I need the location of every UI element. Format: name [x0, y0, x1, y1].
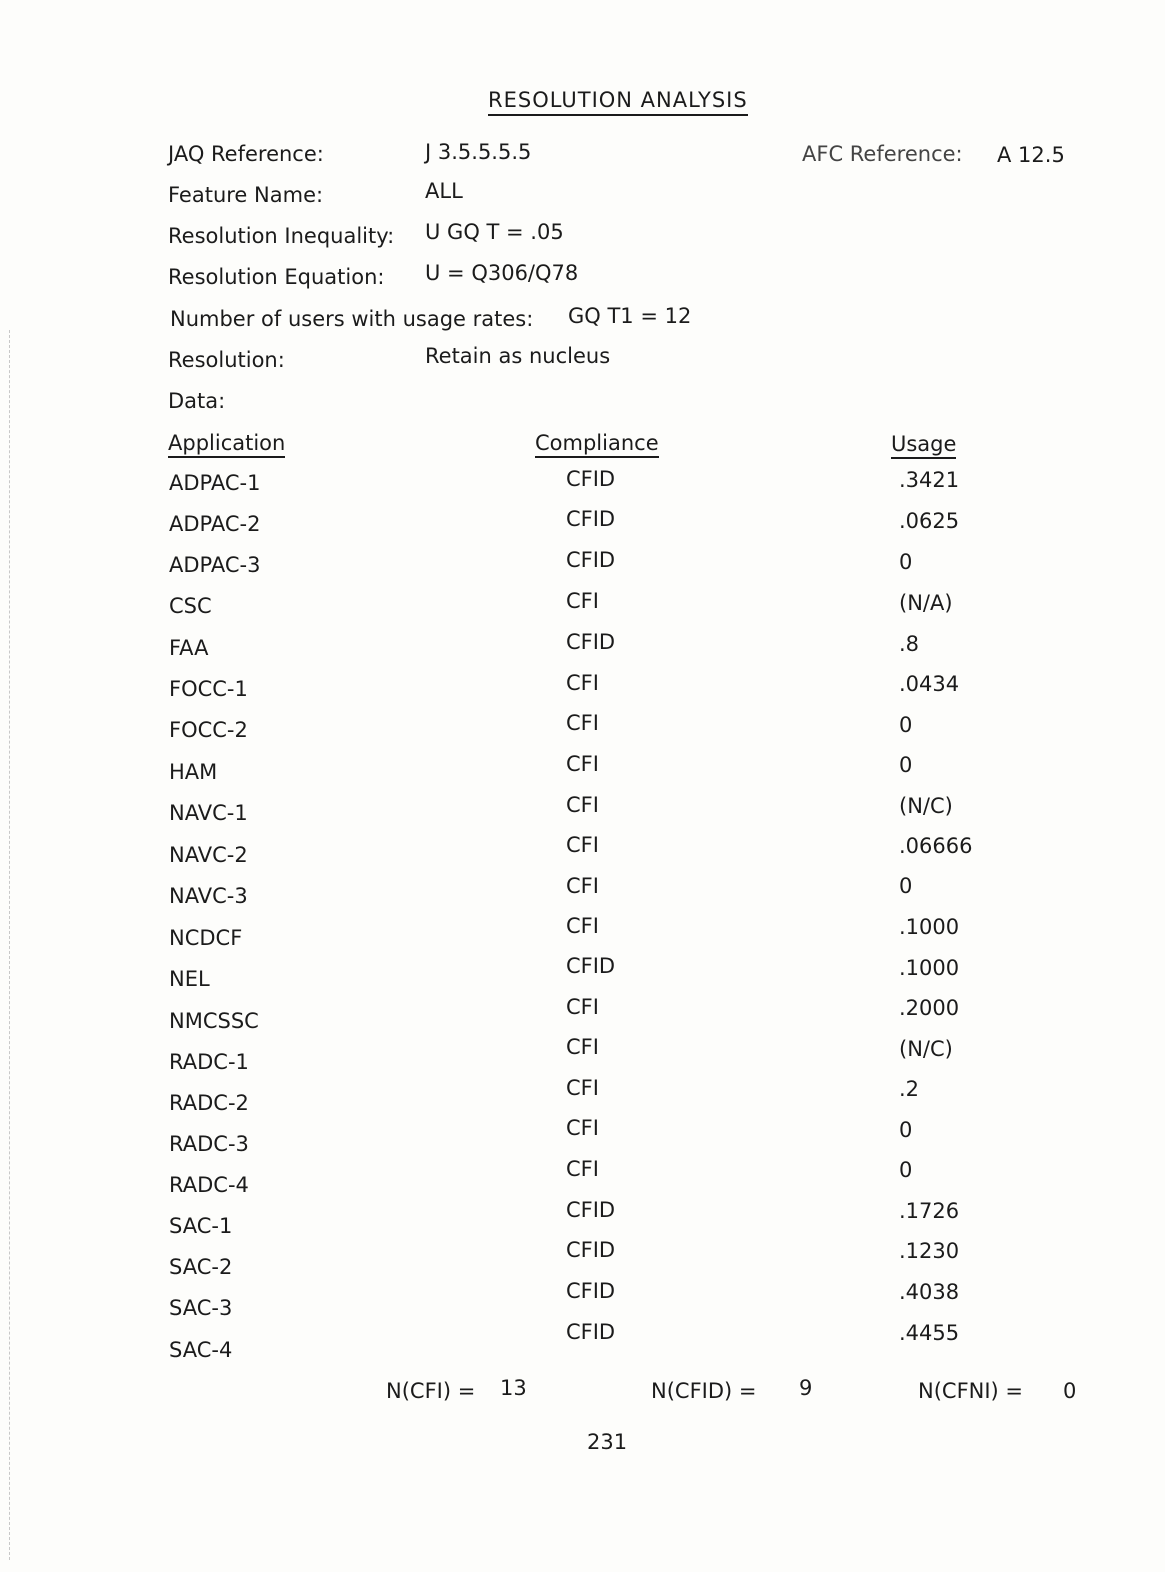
feature-name-value: ALL	[425, 179, 463, 203]
usage-cell: (N/C)	[899, 794, 953, 818]
resolution-equation-value: U = Q306/Q78	[425, 261, 579, 285]
usage-cell: .1726	[899, 1199, 960, 1223]
usage-cell: 0	[899, 1158, 913, 1182]
column-header-application: Application	[168, 431, 285, 458]
resolution-inequality-label: Resolution Inequality:	[168, 224, 395, 248]
usage-cell: 0	[899, 713, 913, 737]
compliance-cell: CFI	[566, 1157, 599, 1181]
compliance-cell: CFI	[566, 995, 599, 1019]
compliance-cell: CFI	[566, 1076, 599, 1100]
feature-name-label: Feature Name:	[168, 183, 324, 207]
compliance-cell: CFI	[566, 1116, 599, 1140]
usage-cell: .4038	[899, 1280, 960, 1304]
page-title: RESOLUTION ANALYSIS	[488, 88, 748, 116]
compliance-cell: CFI	[566, 793, 599, 817]
total-cfi-value: 13	[500, 1376, 527, 1400]
users-with-usage-value: GQ T1 = 12	[568, 304, 692, 328]
compliance-cell: CFI	[566, 752, 599, 776]
compliance-cell: CFI	[566, 914, 599, 938]
compliance-cell: CFID	[566, 548, 616, 572]
column-header-usage: Usage	[891, 432, 956, 459]
application-cell: NCDCF	[169, 926, 243, 950]
usage-cell: .4455	[899, 1321, 960, 1345]
resolution-inequality-value: U GQ T = .05	[425, 220, 564, 244]
application-cell: CSC	[169, 594, 212, 618]
application-cell: HAM	[169, 760, 218, 784]
application-cell: SAC-2	[169, 1255, 233, 1279]
afc-reference-value: A 12.5	[997, 143, 1065, 167]
application-cell: NEL	[169, 967, 210, 991]
compliance-cell: CFID	[566, 954, 616, 978]
application-cell: ADPAC-2	[169, 512, 261, 536]
usage-cell: 0	[899, 874, 913, 898]
compliance-cell: CFID	[566, 1279, 616, 1303]
application-cell: ADPAC-1	[169, 471, 261, 495]
total-cfi-label: N(CFI) =	[386, 1379, 476, 1403]
scan-margin-mark	[9, 330, 11, 1560]
usage-cell: (N/C)	[899, 1037, 953, 1061]
users-with-usage-label: Number of users with usage rates:	[170, 307, 534, 331]
usage-cell: .3421	[899, 468, 960, 492]
application-cell: ADPAC-3	[169, 553, 261, 577]
application-cell: NAVC-1	[169, 801, 248, 825]
jaq-reference-label: JAQ Reference:	[168, 142, 324, 166]
usage-cell: .2000	[899, 996, 960, 1020]
usage-cell: .1230	[899, 1239, 960, 1263]
application-cell: SAC-3	[169, 1296, 233, 1320]
resolution-label: Resolution:	[168, 348, 285, 372]
usage-cell: .1000	[899, 915, 960, 939]
usage-cell: .2	[899, 1077, 920, 1101]
compliance-cell: CFID	[566, 1198, 616, 1222]
application-cell: FOCC-1	[169, 677, 248, 701]
resolution-equation-label: Resolution Equation:	[168, 265, 385, 289]
application-cell: NAVC-3	[169, 884, 248, 908]
application-cell: SAC-1	[169, 1214, 233, 1238]
compliance-cell: CFI	[566, 711, 599, 735]
usage-cell: 0	[899, 1118, 913, 1142]
compliance-cell: CFID	[566, 1238, 616, 1262]
compliance-cell: CFI	[566, 874, 599, 898]
usage-cell: .1000	[899, 956, 960, 980]
afc-reference-label: AFC Reference:	[802, 142, 963, 166]
application-cell: RADC-4	[169, 1173, 249, 1197]
data-label: Data:	[168, 389, 226, 413]
total-cfid-value: 9	[799, 1376, 813, 1400]
total-cfid-label: N(CFID) =	[651, 1379, 757, 1403]
application-cell: RADC-2	[169, 1091, 249, 1115]
compliance-cell: CFI	[566, 671, 599, 695]
usage-cell: .0625	[899, 509, 960, 533]
application-cell: NAVC-2	[169, 843, 248, 867]
column-header-compliance: Compliance	[535, 431, 659, 458]
jaq-reference-value: J 3.5.5.5.5	[425, 140, 532, 164]
usage-cell: .06666	[899, 834, 973, 858]
compliance-cell: CFI	[566, 589, 599, 613]
application-cell: SAC-4	[169, 1338, 233, 1362]
usage-cell: (N/A)	[899, 591, 953, 615]
compliance-cell: CFID	[566, 467, 616, 491]
usage-cell: .0434	[899, 672, 960, 696]
resolution-value: Retain as nucleus	[425, 344, 611, 368]
total-cfni-value: 0	[1063, 1379, 1077, 1403]
usage-cell: .8	[899, 632, 920, 656]
usage-cell: 0	[899, 550, 913, 574]
page-number: 231	[587, 1430, 628, 1454]
compliance-cell: CFID	[566, 507, 616, 531]
compliance-cell: CFI	[566, 1035, 599, 1059]
compliance-cell: CFID	[566, 1320, 616, 1344]
application-cell: FAA	[169, 636, 209, 660]
usage-cell: 0	[899, 753, 913, 777]
compliance-cell: CFID	[566, 630, 616, 654]
application-cell: NMCSSC	[169, 1009, 259, 1033]
application-cell: RADC-1	[169, 1050, 249, 1074]
compliance-cell: CFI	[566, 833, 599, 857]
application-cell: FOCC-2	[169, 718, 248, 742]
total-cfni-label: N(CFNI) =	[918, 1379, 1024, 1403]
application-cell: RADC-3	[169, 1132, 249, 1156]
